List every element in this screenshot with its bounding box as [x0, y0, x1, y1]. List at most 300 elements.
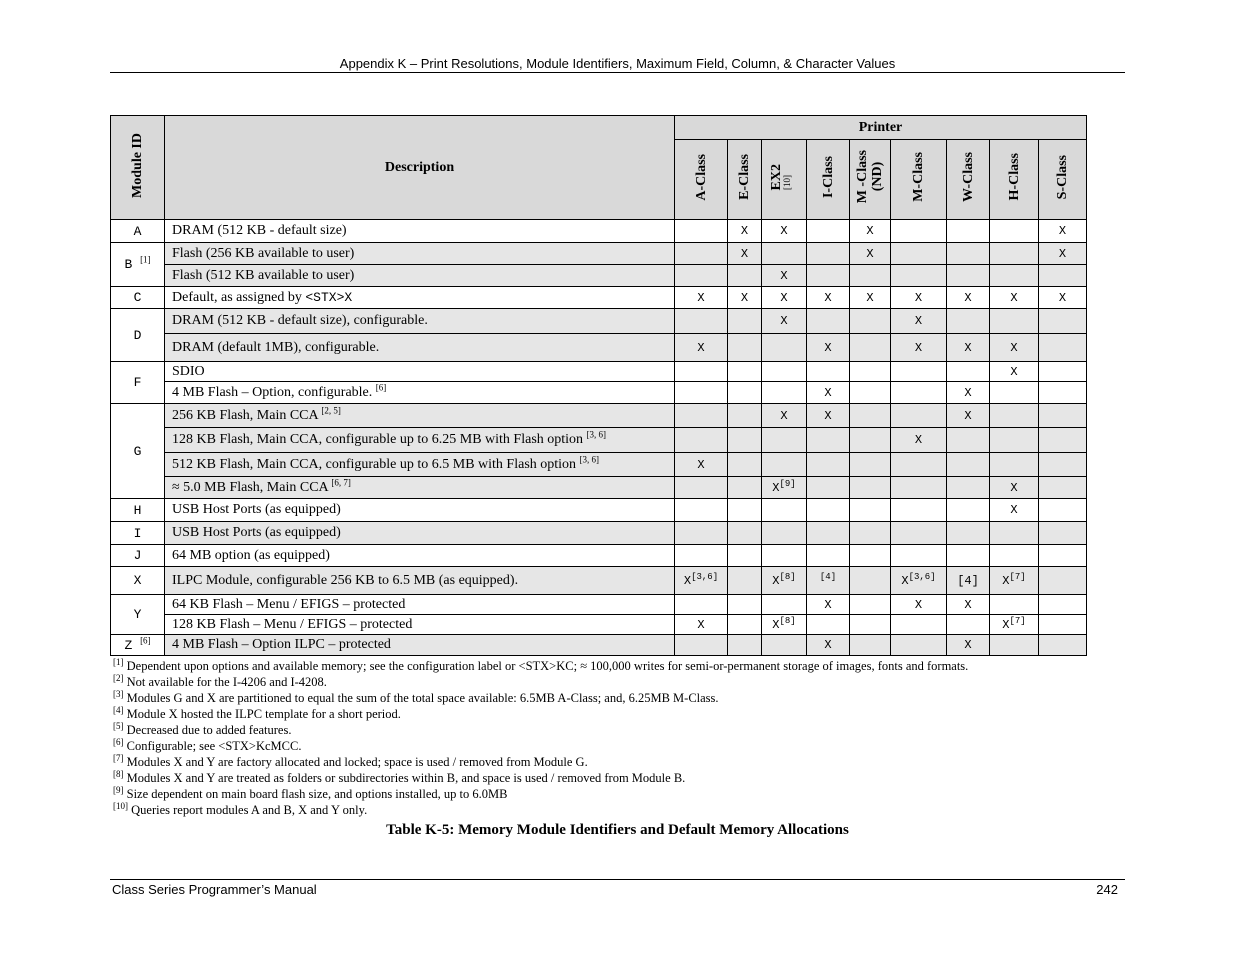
availability-cell [990, 287, 1039, 309]
availability-cell [728, 428, 762, 453]
availability-cell [762, 428, 807, 453]
availability-cell [728, 265, 762, 287]
availability-cell [762, 287, 807, 309]
table-row [111, 220, 1087, 243]
class-header [947, 140, 990, 220]
header-rule [110, 72, 1125, 73]
availability-cell [990, 499, 1039, 522]
footnote-text: Dependent upon options and available memory; see the configuration label or <STX>KC; ≈ 100,000 writes for semi-or-permanent storage of images, fonts and formats. [126, 659, 969, 673]
availability-cell [675, 453, 728, 477]
availability-cell [1039, 220, 1087, 243]
availability-cell [807, 545, 850, 567]
availability-cell [807, 477, 850, 499]
availability-cell [1039, 522, 1087, 545]
availability-cell [990, 265, 1039, 287]
mark-x: X [1010, 364, 1018, 379]
table-row [111, 265, 1087, 287]
table-row [111, 287, 1087, 309]
mark-x-annotated: X[8] [772, 571, 796, 588]
class-header-label: S-Class [1055, 154, 1070, 200]
availability-cell [675, 287, 728, 309]
class-header-label: M -Class (ND) [855, 150, 885, 204]
mark-x: X [740, 246, 749, 261]
availability-cell [891, 382, 947, 404]
description-footnote-ref: [2, 5] [321, 404, 341, 415]
availability-cell [1039, 615, 1087, 635]
availability-cell [728, 522, 762, 545]
availability-cell [990, 477, 1039, 499]
description-cell [165, 499, 675, 522]
availability-cell [850, 615, 891, 635]
availability-cell [728, 595, 762, 615]
footnote-text: Not available for the I-4206 and I-4208. [126, 675, 327, 689]
availability-cell [728, 404, 762, 428]
mark-x: X [914, 340, 923, 355]
footnote [113, 770, 968, 786]
availability-cell [990, 595, 1039, 615]
availability-cell [728, 382, 762, 404]
availability-cell [762, 567, 807, 595]
availability-cell [990, 635, 1039, 656]
mark-x: X [914, 597, 923, 612]
module-id-cell [111, 243, 165, 287]
availability-cell [947, 309, 990, 334]
description-text: SDIO [172, 363, 205, 379]
module-id-cell [111, 404, 165, 499]
availability-cell [990, 522, 1039, 545]
availability-cell [807, 595, 850, 615]
table-row [111, 404, 1087, 428]
footnote [113, 802, 968, 818]
footnote-number: [6] [113, 736, 124, 747]
mark-x: X [780, 290, 788, 305]
table-row [111, 595, 1087, 615]
availability-cell [807, 404, 850, 428]
description-text: Flash (256 KB available to user) [172, 245, 355, 261]
availability-cell [807, 635, 850, 656]
footnote [113, 722, 968, 738]
availability-cell [850, 428, 891, 453]
table-body [111, 220, 1087, 656]
mark-x: X [914, 433, 923, 447]
description-cell [165, 287, 675, 309]
availability-cell [947, 243, 990, 265]
availability-cell [762, 499, 807, 522]
availability-cell [675, 362, 728, 382]
mark-x: X [1010, 503, 1018, 517]
availability-cell [850, 404, 891, 428]
availability-cell [762, 453, 807, 477]
class-header [762, 140, 807, 220]
description-text: DRAM (512 KB - default size), configurable. [172, 313, 428, 328]
availability-cell [1039, 428, 1087, 453]
availability-cell [850, 287, 891, 309]
mark-footnote: [4] [819, 571, 837, 582]
availability-cell [891, 404, 947, 428]
footnote [113, 658, 968, 674]
availability-cell [762, 477, 807, 499]
table-caption: Table K-5: Memory Module Identifiers and Default Memory Allocations [386, 822, 849, 838]
availability-cell [762, 243, 807, 265]
availability-cell [850, 567, 891, 595]
module-id-cell [111, 545, 165, 567]
availability-cell [1039, 595, 1087, 615]
availability-cell [947, 453, 990, 477]
availability-cell [762, 615, 807, 635]
mark-x: X [964, 408, 972, 423]
mark-x: X [964, 340, 972, 355]
module-id-cell [111, 309, 165, 362]
mark-x-annotated: X[8] [772, 615, 796, 632]
mark-x: X [824, 597, 832, 612]
availability-cell [850, 265, 891, 287]
availability-cell [850, 477, 891, 499]
description-text: 64 KB Flash – Menu / EFIGS – protected [172, 596, 406, 612]
mark-x: X [740, 290, 749, 305]
description-cell [165, 334, 675, 362]
availability-cell [850, 635, 891, 656]
availability-cell [1039, 635, 1087, 656]
description-header: Description [165, 116, 675, 220]
page-header: Appendix K – Print Resolutions, Module Identifiers, Maximum Field, Column, & Character Values [339, 56, 896, 71]
availability-cell [675, 522, 728, 545]
availability-cell [947, 404, 990, 428]
availability-cell [947, 220, 990, 243]
availability-cell [675, 334, 728, 362]
description-text: DRAM (512 KB - default size) [172, 223, 347, 238]
mark-x: X [824, 340, 832, 355]
mark-x-annotated: X[3,6] [901, 571, 936, 588]
footnote-number: [7] [113, 752, 124, 763]
table-row [111, 635, 1087, 656]
footnote [113, 706, 968, 722]
table-row [111, 362, 1087, 382]
availability-cell [728, 334, 762, 362]
mark-x: X [1010, 340, 1018, 355]
mark-x: X [914, 314, 923, 328]
availability-cell [807, 522, 850, 545]
availability-cell [947, 287, 990, 309]
availability-cell [807, 615, 850, 635]
availability-cell [947, 334, 990, 362]
availability-cell [891, 595, 947, 615]
availability-cell [947, 428, 990, 453]
module-id-cell [111, 220, 165, 243]
description-cell [165, 453, 675, 477]
mark-x: X [780, 224, 788, 238]
description-cell [165, 477, 675, 499]
class-header [1039, 140, 1087, 220]
description-text: DRAM (default 1MB), configurable. [172, 339, 380, 355]
availability-cell [675, 567, 728, 595]
memory-module-table [110, 115, 1087, 656]
description-cell [165, 522, 675, 545]
mark-x: X [964, 385, 972, 400]
availability-cell [675, 265, 728, 287]
footnote-number: [2] [113, 672, 124, 683]
module-id: H [133, 502, 142, 518]
availability-cell [990, 334, 1039, 362]
module-id-header [111, 116, 165, 220]
availability-cell [990, 243, 1039, 265]
mark-x: X [780, 268, 788, 283]
class-header-label: EX2 [769, 163, 784, 191]
module-id: F [133, 375, 142, 390]
availability-cell [807, 382, 850, 404]
availability-cell [675, 404, 728, 428]
description-text: ≈ 5.0 MB Flash, Main CCA [172, 479, 332, 495]
mark-x: X [824, 385, 832, 400]
description-text: Default, as assigned by [172, 289, 306, 305]
availability-cell [1039, 362, 1087, 382]
availability-cell [891, 220, 947, 243]
table-row [111, 522, 1087, 545]
availability-cell [1039, 287, 1087, 309]
availability-cell [850, 362, 891, 382]
availability-cell [947, 615, 990, 635]
availability-cell [807, 220, 850, 243]
mark-footnote-ref: [3,6] [908, 571, 936, 582]
mark-x: X [1058, 290, 1067, 305]
class-header-label: A-Class [693, 153, 709, 201]
description-cell [165, 265, 675, 287]
class-header [990, 140, 1039, 220]
availability-cell [728, 477, 762, 499]
mark-footnote: [4] [957, 573, 979, 588]
mark-x: X [1010, 290, 1018, 305]
mark-x: X [780, 408, 788, 423]
availability-cell [1039, 499, 1087, 522]
module-id-header-label: Module ID [130, 132, 145, 198]
availability-cell [762, 334, 807, 362]
ex2-footnote-wrap [784, 175, 799, 190]
availability-cell [947, 595, 990, 615]
availability-cell [891, 635, 947, 656]
availability-cell [990, 309, 1039, 334]
mark-x: X [866, 246, 874, 261]
availability-cell [762, 362, 807, 382]
description-cell [165, 635, 675, 656]
table-row [111, 477, 1087, 499]
availability-cell [990, 615, 1039, 635]
availability-cell [728, 453, 762, 477]
availability-cell [1039, 453, 1087, 477]
availability-cell [891, 522, 947, 545]
availability-cell [891, 453, 947, 477]
mark-x: X [1058, 246, 1067, 261]
availability-cell [807, 428, 850, 453]
description-text: 4 MB Flash – Option ILPC – protected [172, 637, 391, 652]
mark-footnote-ref: [7] [1009, 615, 1026, 626]
table-row [111, 428, 1087, 453]
module-id: X [133, 573, 142, 588]
availability-cell [762, 220, 807, 243]
availability-cell [850, 499, 891, 522]
mark-x-annotated: X[7] [1002, 615, 1026, 632]
availability-cell [807, 499, 850, 522]
availability-cell [675, 382, 728, 404]
availability-cell [990, 362, 1039, 382]
module-id-cell [111, 522, 165, 545]
description-cell [165, 382, 675, 404]
description-cell [165, 243, 675, 265]
ex2-footnote-ref: [10] [782, 175, 792, 191]
description-cell [165, 545, 675, 567]
module-id-cell [111, 499, 165, 522]
mark-footnote-ref: [3,6] [691, 571, 719, 582]
class-header [675, 140, 728, 220]
availability-cell [728, 635, 762, 656]
availability-cell [990, 220, 1039, 243]
availability-cell [728, 309, 762, 334]
availability-cell [762, 265, 807, 287]
description-text: 128 KB Flash – Menu / EFIGS – protected [172, 616, 413, 632]
footnote-text: Modules G and X are partitioned to equal the sum of the total space available: 6.5MB A-Class; and, 6.25MB M-Class. [126, 691, 719, 705]
table-row [111, 309, 1087, 334]
availability-cell [1039, 567, 1087, 595]
availability-cell [990, 382, 1039, 404]
description-cell [165, 362, 675, 382]
mark-x-annotated: X[7] [1002, 571, 1026, 588]
availability-cell [990, 545, 1039, 567]
table-row [111, 499, 1087, 522]
availability-cell [675, 243, 728, 265]
availability-cell [807, 309, 850, 334]
availability-cell [1039, 334, 1087, 362]
availability-cell [728, 615, 762, 635]
description-cell [165, 595, 675, 615]
mark-x: X [1010, 480, 1018, 495]
footer-rule [110, 879, 1125, 880]
description-text: 128 KB Flash, Main CCA, configurable up to 6.25 MB with Flash option [172, 432, 587, 447]
description-cell [165, 220, 675, 243]
availability-cell [807, 362, 850, 382]
description-text: Flash (512 KB available to user) [172, 267, 355, 283]
availability-cell [947, 382, 990, 404]
availability-cell [1039, 265, 1087, 287]
availability-cell [762, 404, 807, 428]
availability-cell [1039, 243, 1087, 265]
mark-x: X [824, 290, 832, 305]
class-header-label: M-Class [911, 152, 926, 202]
availability-cell [891, 428, 947, 453]
availability-cell [990, 567, 1039, 595]
mark-x: X [824, 638, 832, 652]
footnote-text: Configurable; see <STX>KcMCC. [126, 739, 302, 753]
description-text: ILPC Module, configurable 256 KB to 6.5 MB (as equipped). [172, 572, 519, 588]
availability-cell [675, 220, 728, 243]
availability-cell [891, 334, 947, 362]
availability-cell [947, 545, 990, 567]
footnote-number: [1] [113, 656, 124, 667]
footnote-number: [8] [113, 768, 124, 779]
class-header [850, 140, 891, 220]
mark-x: X [697, 340, 705, 355]
description-footnote-ref: [6] [375, 381, 387, 392]
availability-cell [891, 567, 947, 595]
availability-cell [891, 362, 947, 382]
class-header-label: H-Class [1006, 153, 1022, 201]
table-row [111, 382, 1087, 404]
footnote [113, 786, 968, 802]
availability-cell [850, 309, 891, 334]
table-row [111, 243, 1087, 265]
availability-cell [807, 287, 850, 309]
description-text: USB Host Ports (as equipped) [172, 525, 341, 540]
footnotes [113, 658, 968, 818]
availability-cell [675, 635, 728, 656]
availability-cell [850, 243, 891, 265]
class-header-label: E-Class [737, 154, 752, 200]
description-cell [165, 615, 675, 635]
availability-cell [891, 309, 947, 334]
availability-cell [728, 220, 762, 243]
availability-cell [850, 453, 891, 477]
availability-cell [947, 522, 990, 545]
description-cell [165, 404, 675, 428]
page-number: 242 [1096, 882, 1118, 897]
footnote-text: Queries report modules A and B, X and Y only. [131, 803, 368, 817]
description-command-code: <STX>X [305, 289, 353, 305]
availability-cell [675, 595, 728, 615]
footnote [113, 754, 968, 770]
availability-cell [891, 545, 947, 567]
module-id-cell [111, 362, 165, 404]
availability-cell [850, 334, 891, 362]
availability-cell [947, 499, 990, 522]
mark-footnote-ref: [9] [779, 478, 796, 489]
mark-x: X [697, 617, 705, 632]
module-id-cell [111, 567, 165, 595]
description-cell [165, 309, 675, 334]
mark-x: X [697, 290, 705, 305]
module-id: J [133, 548, 142, 563]
mark-footnote-ref: [8] [779, 571, 796, 582]
availability-cell [891, 615, 947, 635]
availability-cell [947, 635, 990, 656]
mark-x-annotated: X[3,6] [683, 571, 719, 588]
module-id-cell [111, 595, 165, 635]
table-row [111, 545, 1087, 567]
module-id: B [124, 257, 133, 272]
mark-x: X [824, 408, 832, 423]
class-header-label: W-Class [960, 151, 976, 203]
availability-cell [807, 243, 850, 265]
class-header [728, 140, 762, 220]
module-id-cell [111, 635, 165, 656]
availability-cell [728, 545, 762, 567]
availability-cell [675, 309, 728, 334]
class-header-label: I-Class [820, 155, 836, 198]
module-id: I [133, 525, 142, 541]
module-id: A [133, 223, 142, 239]
description-footnote-ref: [3, 6] [579, 453, 600, 464]
availability-cell [850, 220, 891, 243]
availability-cell [850, 522, 891, 545]
mark-x: X [740, 224, 749, 238]
module-id-cell [111, 287, 165, 309]
description-cell [165, 428, 675, 453]
mark-footnote-ref: [8] [779, 615, 796, 626]
availability-cell [990, 428, 1039, 453]
footnote-number: [10] [113, 800, 128, 811]
availability-cell [762, 545, 807, 567]
mark-footnote-ref: [7] [1009, 571, 1026, 582]
table-row [111, 567, 1087, 595]
availability-cell [1039, 382, 1087, 404]
mark-x: X [697, 457, 705, 472]
description-footnote-ref: [6, 7] [331, 476, 351, 487]
